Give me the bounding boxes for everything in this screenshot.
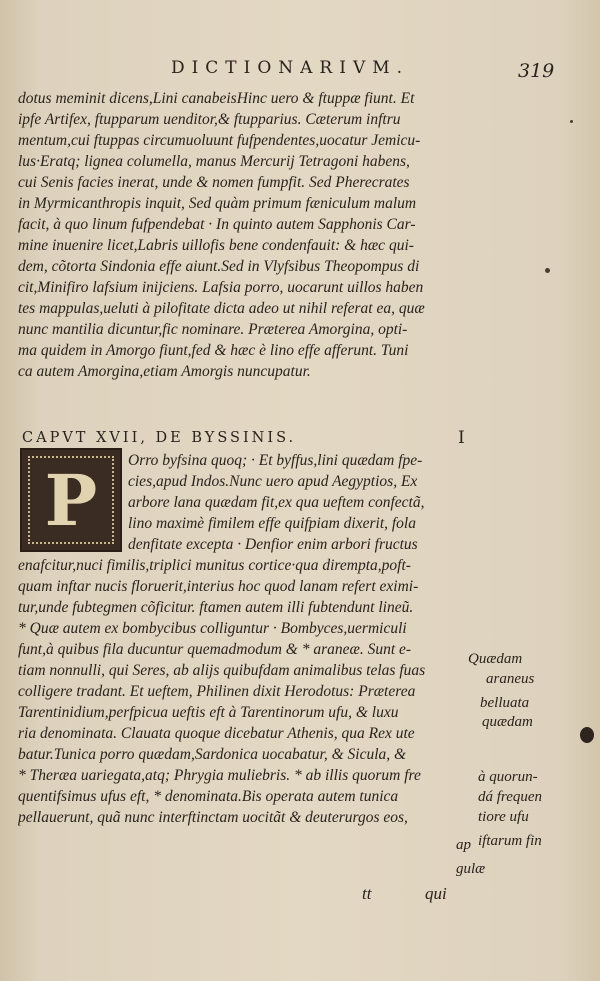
text-line: cies,apud Indos.Nunc uero apud Aegyptios, Ex bbox=[128, 473, 418, 490]
marginal-note-2: araneus bbox=[486, 671, 535, 687]
text-line: ipfe Artifex, ftupparum uenditor,& ftupparius. Cæterum inftru bbox=[18, 111, 401, 128]
chapter-number: I bbox=[458, 428, 465, 448]
text-line: ria denominata. Clauata quoque dicebatur Athenis, qua Rex ute bbox=[18, 725, 415, 742]
marginal-note-8: ap bbox=[456, 837, 471, 853]
text-line: dotus meminit dicens,Lini canabeisHinc uero & ftuppæ fiunt. Et bbox=[18, 90, 415, 107]
page-number: 319 bbox=[518, 60, 555, 82]
marginal-note-1: Quædam bbox=[468, 651, 523, 667]
text-line: Orro byfsina quoq; · Et byffus,lini quædam fpe- bbox=[128, 452, 423, 469]
running-head: DICTIONARIVM. bbox=[170, 58, 410, 78]
text-line: quam inftar nucis floruerit,interius hoc quod lanam refert eximi- bbox=[18, 578, 419, 595]
text-line: lus·Eratq; lignea columella, manus Mercurij Tetragoni habens, bbox=[18, 153, 410, 170]
decorated-initial bbox=[20, 448, 122, 552]
text-line: colligere tradant. Et ueftem, Philinen dixit Herodotus: Præterea bbox=[18, 683, 416, 700]
text-line: nunc mantilia dicuntur,fic nominare. Præterea Amorgina, opti- bbox=[18, 321, 408, 338]
text-line: ca autem Amorgina,etiam Amorgis nuncupatur. bbox=[18, 363, 311, 380]
text-line: mine inuenire licet,Labris uillofis bene condenfauit: & hæc qui- bbox=[18, 237, 414, 254]
ink-speck bbox=[545, 268, 550, 273]
text-line: * Theræa uariegata,atq; Phrygia muliebris. * ab illis quorum fre bbox=[18, 767, 421, 784]
marginal-note-5: à quorun- bbox=[478, 769, 538, 785]
marginal-note-3: belluata bbox=[480, 695, 530, 711]
text-line: lino maximè fimilem effe quifpiam dixerit, fola bbox=[128, 515, 416, 532]
marginal-note-4: quædam bbox=[482, 714, 533, 730]
paragraph-two bbox=[18, 555, 463, 828]
text-line: in Myrmicanthropis inquit, Sed quàm primum fæniculum malum bbox=[18, 195, 417, 212]
text-line: ma quidem in Amorgo fiunt,fed & hæc è lino effe afferunt. Tuni bbox=[18, 342, 409, 359]
text-line: funt,à quibus fila ducuntur quemadmodum & * araneæ. Sunt e- bbox=[18, 641, 412, 658]
text-line: arbore lana quædam fit,ex qua ueftem confectã, bbox=[128, 494, 425, 511]
marginal-note-10: gulæ bbox=[456, 861, 486, 877]
text-line: quentifsimus ufus eft, * denominata.Bis operata autem tunica bbox=[18, 788, 399, 805]
signature-mark: tt bbox=[362, 884, 372, 903]
text-line: tiam nonnulli, qui Seres, ab alijs quibufdam animalibus telas fuas bbox=[18, 662, 426, 679]
text-line: * Quæ autem ex bombycibus colliguntur · Bombyces,uermiculi bbox=[18, 620, 407, 637]
text-line: batur.Tunica porro quædam,Sardonica uocabatur, & Sicula, & bbox=[18, 746, 407, 763]
paragraph-beside-initial bbox=[128, 450, 473, 555]
paragraph-one bbox=[18, 88, 468, 382]
text-line: cit,Minifiro lafsium inijciens. Lafsia porro, uocarunt uillos haben bbox=[18, 279, 424, 296]
ink-speck bbox=[570, 120, 573, 123]
marginal-note-7: tiore ufu bbox=[478, 809, 529, 825]
text-line: pellauerunt, quã nunc interftinctam uocitãt & deuterurgos eos, bbox=[18, 809, 408, 826]
text-line: dem, cõtorta Sindonia effe aiunt.Sed in Vlyfsibus Theopompus di bbox=[18, 258, 420, 275]
text-line: enafcitur,nuci fimilis,triplici munitus cortice·qua dirempta,poft- bbox=[18, 557, 411, 574]
catchword: qui bbox=[425, 884, 447, 903]
text-line: tur,unde fubtegmen cõficitur. ftamen autem illi fubtendunt lineũ. bbox=[18, 599, 414, 616]
marginal-note-6: dá frequen bbox=[478, 789, 543, 805]
text-line: mentum,cui ftuppas circumuoluunt fufpendentes,uocatur Jemicu- bbox=[18, 132, 421, 149]
initial-letter: P bbox=[44, 458, 98, 542]
text-line: Tarentinidium,perfpicua ueftis eft à Tarentinorum ufu, & luxu bbox=[18, 704, 399, 721]
marginal-note-9: iftarum fin bbox=[478, 833, 542, 849]
chapter-heading: CAPVT XVII, DE BYSSINIS. bbox=[22, 430, 297, 446]
text-line: cui Senis facies inerat, unde & nomen fumpfit. Sed Pherecrates bbox=[18, 174, 410, 191]
text-line: denfitate excepta · Denfior enim arbori fructus bbox=[128, 536, 418, 553]
ink-blot bbox=[580, 727, 594, 743]
text-line: facit, à quo linum fufpendebat · In quinto autem Sapphonis Car- bbox=[18, 216, 416, 233]
text-line: tes mappulas,ueluti à pilofitate dicta adeo ut nihil referat ea, quæ bbox=[18, 300, 425, 317]
